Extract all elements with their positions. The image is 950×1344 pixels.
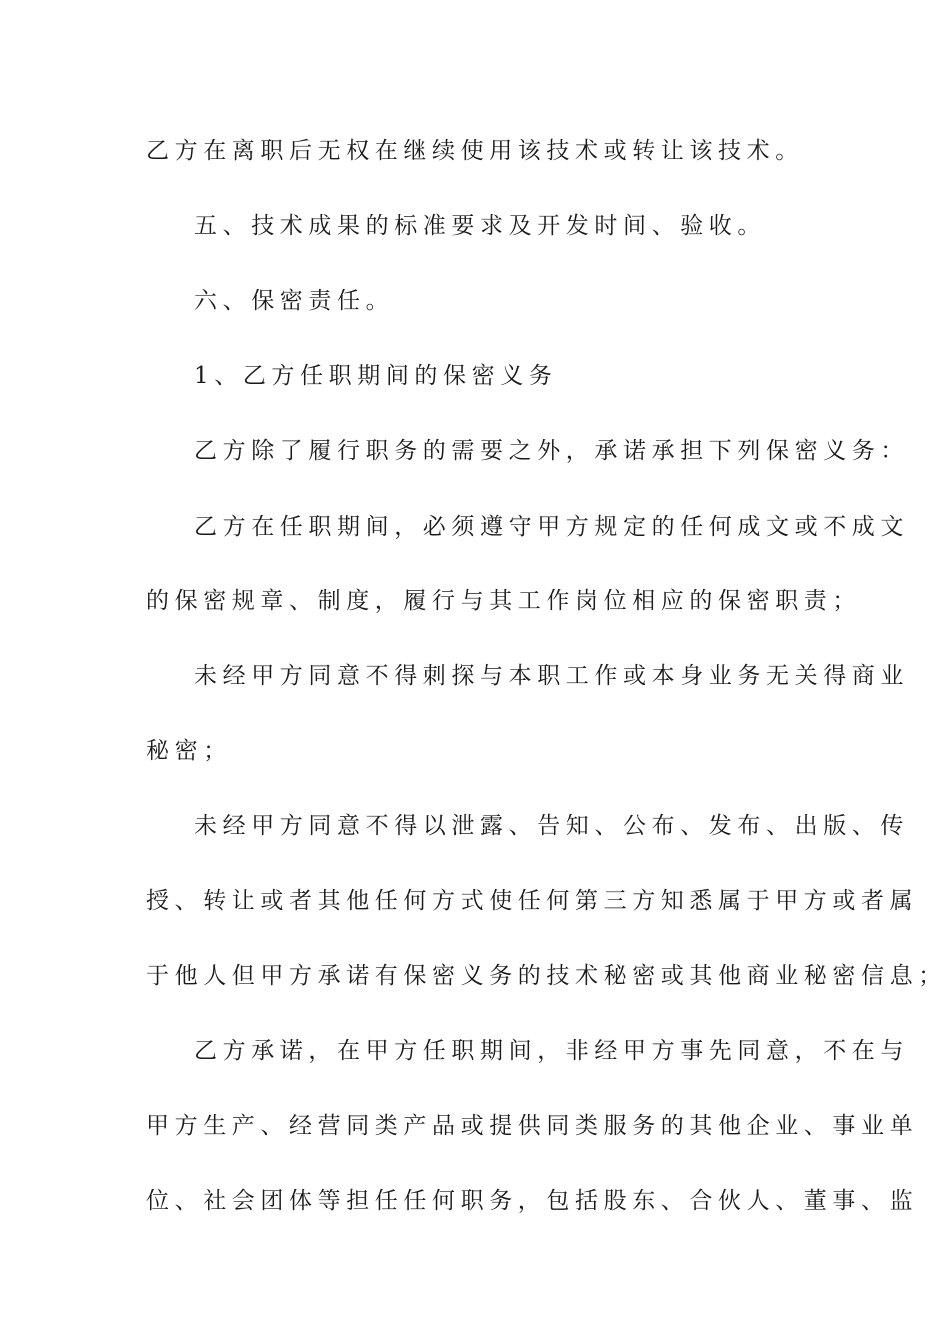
- paragraph-line: 秘密；: [146, 738, 232, 764]
- paragraph-line: 未经甲方同意不得刺探与本职工作或本身业务无关得商业: [194, 663, 909, 689]
- paragraph-line: 甲方生产、经营同类产品或提供同类服务的其他企业、事业单: [146, 1113, 919, 1139]
- paragraph-line: 乙方除了履行职务的需要之外，承诺承担下列保密义务：: [194, 438, 909, 464]
- section-heading-six: 六、保密责任。: [194, 288, 395, 314]
- paragraph-line: 授、转让或者其他任何方式使任何第三方知悉属于甲方或者属: [146, 888, 919, 914]
- paragraph-line: 乙方在任职期间，必须遵守甲方规定的任何成文或不成文: [194, 514, 909, 540]
- paragraph-line: 乙方承诺，在甲方任职期间，非经甲方事先同意，不在与: [194, 1038, 909, 1064]
- section-heading-five: 五、技术成果的标准要求及开发时间、验收。: [194, 213, 766, 239]
- paragraph-line: 的保密规章、制度，履行与其工作岗位相应的保密职责；: [146, 588, 861, 614]
- subsection-heading: 1、乙方任职期间的保密义务: [194, 363, 558, 389]
- paragraph-line: 未经甲方同意不得以泄露、告知、公布、发布、出版、传: [194, 813, 909, 839]
- paragraph-line: 位、社会团体等担任任何职务，包括股东、合伙人、董事、监: [146, 1188, 919, 1214]
- paragraph-line: 乙方在离职后无权在继续使用该技术或转让该技术。: [146, 138, 804, 164]
- paragraph-line: 于他人但甲方承诺有保密义务的技术秘密或其他商业秘密信息；: [146, 963, 947, 989]
